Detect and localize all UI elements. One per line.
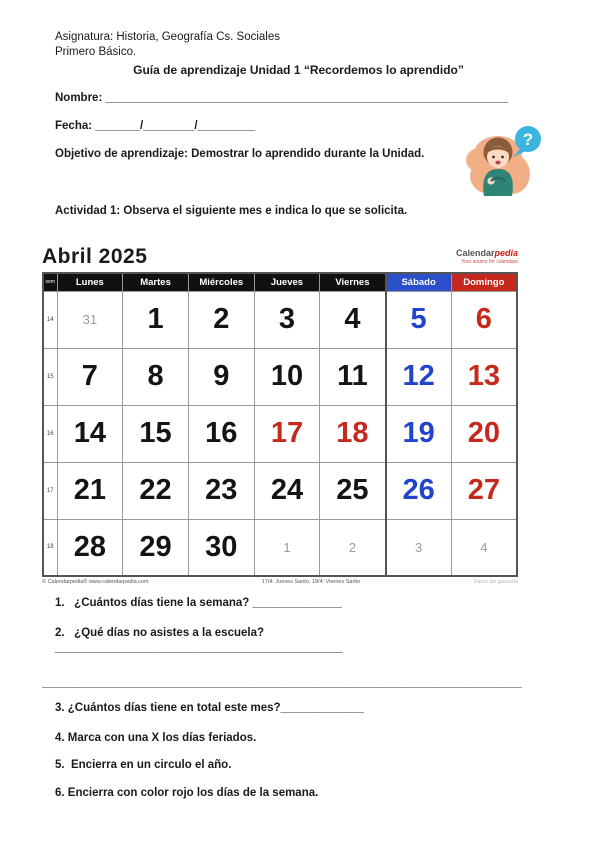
calendar-day: 19	[386, 405, 452, 462]
calendar-day: 6	[451, 291, 517, 348]
calendar-month-title: Abril 2025	[42, 245, 148, 268]
date-field: Fecha: _______/________/_________	[55, 120, 256, 132]
calendar-copyright: © Calendarpedia® www.calendarpedia.com	[42, 579, 149, 585]
brand-tagline: Your source for calendars	[461, 259, 518, 265]
week-row	[43, 291, 517, 348]
calendar-day: 1	[254, 519, 320, 576]
calendar-day: 17	[254, 405, 320, 462]
week-number: 18	[43, 519, 57, 576]
objective-line: Objetivo de aprendizaje: Demostrar lo aprendido durante la Unidad.	[55, 148, 425, 160]
calendar-day: 23	[188, 462, 254, 519]
week-row	[43, 462, 517, 519]
worksheet-title: Guía de aprendizaje Unidad 1 “Recordemos lo aprendido”	[133, 63, 464, 77]
day-header-miercoles: Miércoles	[188, 273, 254, 291]
calendar-day: 7	[57, 348, 123, 405]
calendar-day: 2	[320, 519, 386, 576]
calendar-day: 15	[123, 405, 189, 462]
calendar-day: 4	[320, 291, 386, 348]
week-row	[43, 519, 517, 576]
answer-line: ___________________________________________________________________________	[42, 677, 522, 689]
brand-name	[456, 249, 518, 258]
calendar-grid	[42, 272, 518, 577]
week-row	[43, 348, 517, 405]
calendar-day: 18	[320, 405, 386, 462]
calendar-day: 5	[386, 291, 452, 348]
calendar-day: 4	[451, 519, 517, 576]
question-4: 4. Marca con una X los días feriados.	[55, 732, 257, 744]
question-3: 3. ¿Cuántos días tiene en total este mes?_____________	[55, 702, 364, 714]
question-1: 1. ¿Cuántos días tiene la semana? ______________	[55, 597, 343, 609]
boy-thinking-illustration	[460, 124, 548, 202]
calendar-day: 28	[57, 519, 123, 576]
calendar-day: 3	[386, 519, 452, 576]
calendar-day: 14	[57, 405, 123, 462]
calendar-day: 27	[451, 462, 517, 519]
activity-instruction: Actividad 1: Observa el siguiente mes e indica lo que se solicita.	[55, 205, 408, 217]
calendar-day: 3	[254, 291, 320, 348]
week-number: 14	[43, 291, 57, 348]
calendar-day: 31	[57, 291, 123, 348]
week-number: 17	[43, 462, 57, 519]
question-2: 2. ¿Qué días no asistes a la escuela? _____________________________________________	[55, 627, 343, 654]
calendar-day: 22	[123, 462, 189, 519]
day-header-row	[43, 273, 517, 291]
day-header-viernes: Viernes	[320, 273, 386, 291]
calendar-holidays-note: 17/4: Jueves Santo, 18/4: Viernes Santo	[261, 579, 361, 585]
calendar-day: 24	[254, 462, 320, 519]
calendar-disclaimer: Datos sin garantía	[473, 579, 518, 585]
calendar-day: 29	[123, 519, 189, 576]
calendar-day: 26	[386, 462, 452, 519]
calendar-day: 30	[188, 519, 254, 576]
calendar-day: 20	[451, 405, 517, 462]
calendar-header	[42, 245, 518, 269]
calendar-day: 25	[320, 462, 386, 519]
question-6: 6. Encierra con color rojo los días de la semana.	[55, 787, 319, 799]
question-mark: ?	[522, 130, 534, 149]
calendar-day: 13	[451, 348, 517, 405]
calendar-day: 21	[57, 462, 123, 519]
day-header-domingo: Domingo	[451, 273, 517, 291]
week-number: 15	[43, 348, 57, 405]
question-5: 5. Encierra en un circulo el año.	[55, 759, 232, 771]
calendar-day: 9	[188, 348, 254, 405]
calendarpedia-logo	[456, 249, 518, 269]
day-header-jueves: Jueves	[254, 273, 320, 291]
calendar	[42, 245, 518, 585]
week-number: 16	[43, 405, 57, 462]
calendar-day: 8	[123, 348, 189, 405]
brand-name-part2: pedia	[494, 248, 518, 258]
calendar-day: 1	[123, 291, 189, 348]
questions-list	[42, 596, 545, 801]
question-bubble-icon	[513, 126, 541, 157]
grade-line: Primero Básico.	[55, 46, 137, 58]
calendar-day: 10	[254, 348, 320, 405]
calendar-day: 16	[188, 405, 254, 462]
calendar-day: 11	[320, 348, 386, 405]
day-header-lunes: Lunes	[57, 273, 123, 291]
calendar-day: 12	[386, 348, 452, 405]
brand-name-part1: Calendar	[455, 248, 495, 258]
calendar-day: 2	[188, 291, 254, 348]
day-header-sabado: Sábado	[386, 273, 452, 291]
week-column-header: sem	[43, 273, 57, 291]
day-header-martes: Martes	[123, 273, 189, 291]
week-row	[43, 405, 517, 462]
subject-line: Asignatura: Historia, Geografía Cs. Sociales	[55, 31, 280, 43]
name-field: Nombre: _______________________________________________________________	[55, 92, 509, 104]
calendar-footer	[42, 579, 518, 585]
